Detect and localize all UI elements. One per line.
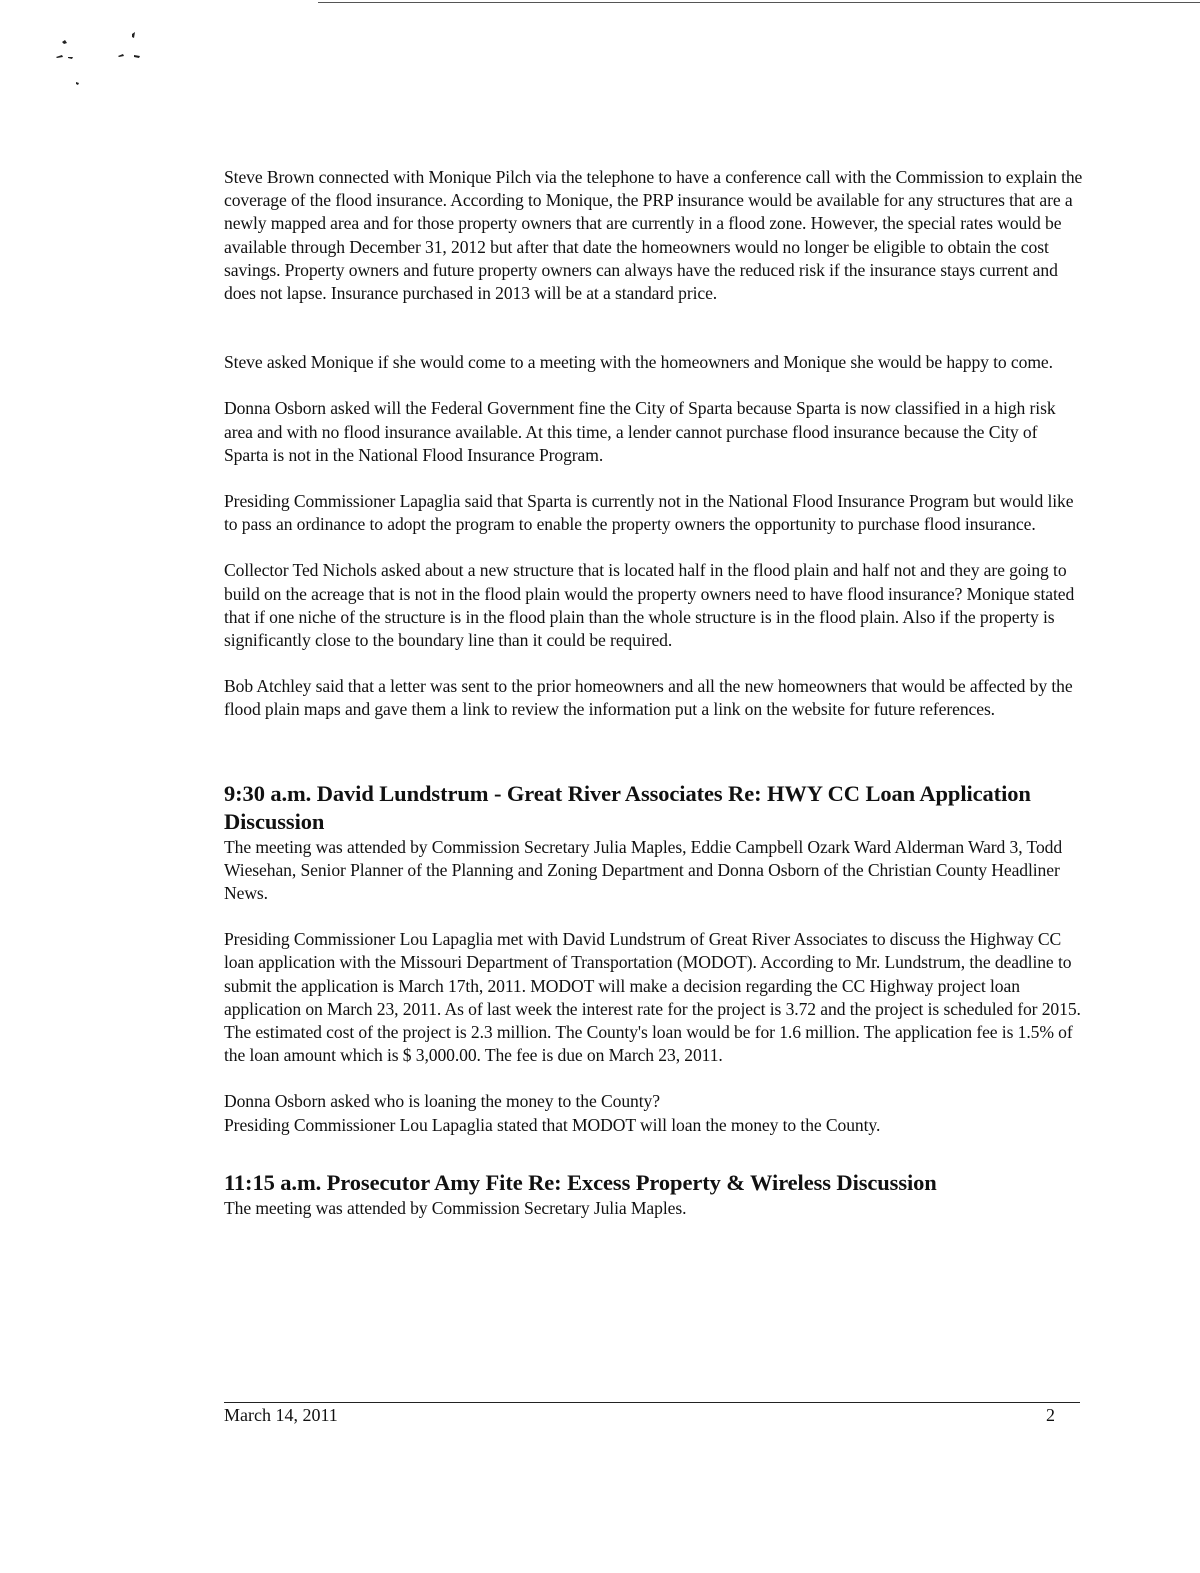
paragraph-flood-insurance-call: Steve Brown connected with Monique Pilch via the telephone to have a conference call with the Commission to explain the coverage of the flood insurance. According to Monique, the PRP insurance would be available for any structures that are a newly mapped area and for those property owners that are currently in a flood zone. However, the special rates would be available through December 31, 2012 but after that date the homeowners would no longer be eligible to obtain the cost savings. Property owners and future property owners can always have the reduced risk if the insurance stays current and does not lapse. Insurance purchased in 2013 will be at a standard price. — [224, 167, 1083, 304]
paragraph-letter-sent: Bob Atchley said that a letter was sent to the prior homeowners and all the new homeowners that would be affected by the flood plain maps and gave them a link to review the information put a link on the website for future references. — [224, 676, 1073, 720]
paragraph-structure-question: Collector Ted Nichols asked about a new structure that is located half in the flood plain and half not and they are going to build on the acreage that is not in the flood plain would the property owners need to have flood insurance? Monique stated that if one niche of the structure is in the flood plain than the whole structure is in the flood plain. Also if the property is significantly close to the boundary line than it could be required. — [224, 560, 1075, 651]
scan-top-rule — [318, 2, 1200, 3]
section-heading-excess-property: 11:15 a.m. Prosecutor Amy Fite Re: Excess Property & Wireless Discussion — [224, 1169, 937, 1195]
paragraph-hwy-cc-loan-details: Presiding Commissioner Lou Lapaglia met with David Lundstrum of Great River Associates to discuss the Highway CC loan application with the Missouri Department of Transportation (MODOT). According to Mr. Lundstrum, the deadline to submit the application is March 17th, 2011. MODOT will make a decision regarding the CC Highway project loan application on March 23, 2011. As of last week the interest rate for the project is 3.72 and the project is scheduled for 2015. The estimated cost of the project is 2.3 million. The County's loan would be for 1.6 million. The application fee is 1.5% of the loan amount which is $ 3,000.00. The fee is due on March 23, 2011. — [224, 929, 1081, 1066]
footer-rule — [224, 1402, 1080, 1403]
footer-date: March 14, 2011 — [224, 1405, 338, 1425]
paragraph-ordinance: Presiding Commissioner Lapaglia said that Sparta is currently not in the National Flood Insurance Program but would like to pass an ordinance to adopt the program to enable the property owners the opportunity to purchase flood insurance. — [224, 491, 1074, 535]
paragraph-hwy-cc-attendance: The meeting was attended by Commission Secretary Julia Maples, Eddie Campbell Ozark Ward Alderman Ward 3, Todd Wiesehan, Senior Planner of the Planning and Zoning Department and Donna Osborn of the Christian County Headliner News. — [224, 836, 1063, 904]
document-body — [224, 166, 1084, 1220]
paragraph-loan-answer: Presiding Commissioner Lou Lapaglia stated that MODOT will loan the money to the County. — [224, 1114, 881, 1135]
scan-specks — [36, 30, 146, 100]
paragraph-loan-question: Donna Osborn asked who is loaning the money to the County? — [224, 1091, 660, 1112]
paragraph-federal-fine-question: Donna Osborn asked will the Federal Government fine the City of Sparta because Sparta is now classified in a high risk area and with no flood insurance available. At this time, a lender cannot purchase flood insurance because the City of Sparta is not in the National Flood Insurance Program. — [224, 398, 1056, 465]
paragraph-meeting-request: Steve asked Monique if she would come to a meeting with the homeowners and Monique she would be happy to come. — [224, 352, 1053, 373]
section-heading-hwy-cc-loan: 9:30 a.m. David Lundstrum - Great River Associates Re: HWY CC Loan Application Discussion — [224, 780, 1031, 834]
paragraph-excess-property-attendance: The meeting was attended by Commission Secretary Julia Maples. — [224, 1197, 687, 1218]
footer-page-number: 2 — [1046, 1405, 1055, 1425]
